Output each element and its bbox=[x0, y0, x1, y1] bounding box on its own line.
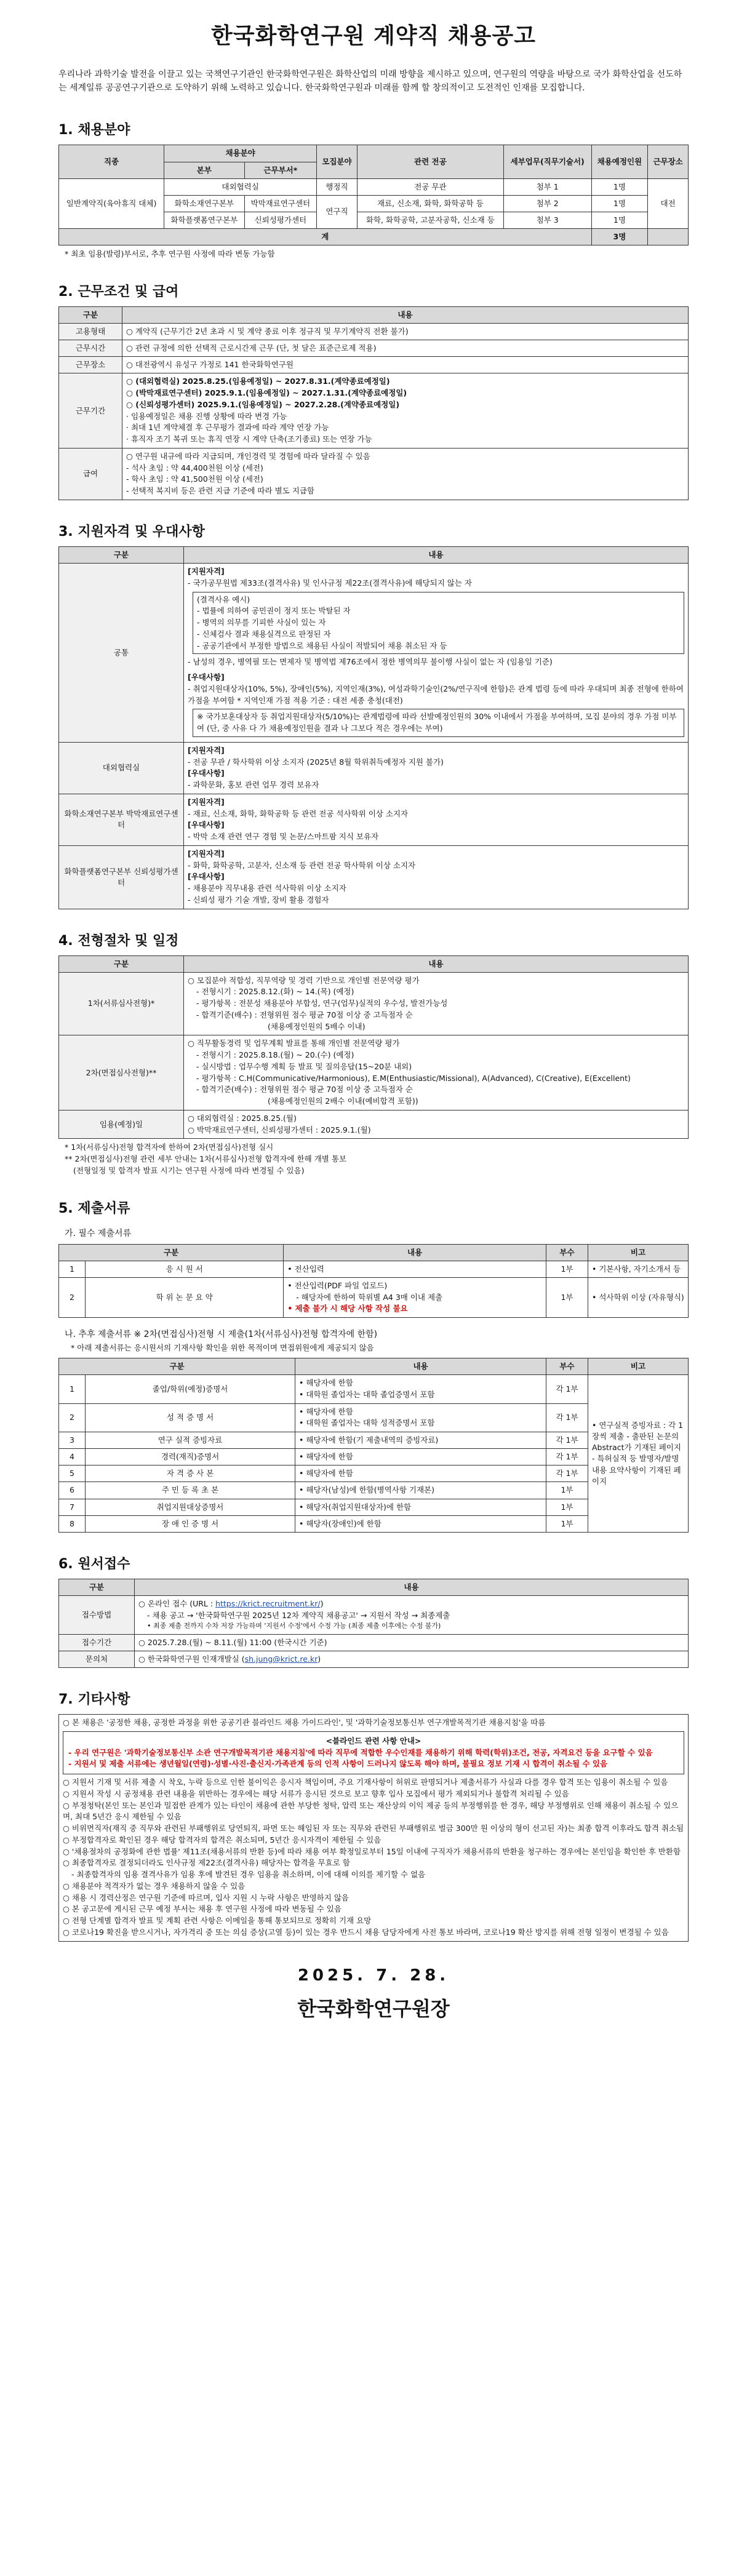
col-content: 내용 bbox=[122, 306, 689, 323]
table-row bbox=[59, 357, 689, 373]
qual-line: - 남성의 경우, 병역필 또는 면제자 및 병역법 제76조에서 정한 병역의무 불이행 사실이 없는 자 (임용일 기준) bbox=[188, 657, 553, 667]
col-task: 세부업무(직무기술서) bbox=[503, 145, 591, 178]
blind-box-line: - 지원서 및 제출 서류에는 생년월일(연령)·성별·사진·출신지·가족관계 등의 인적 사항이 드러나지 않도록 해야 하며, 불필요 정보 기재 시 합격이 취소될 수 있음 bbox=[68, 1759, 608, 1769]
doc-count: 1부 bbox=[546, 1499, 588, 1515]
cell-task: 첨부 2 bbox=[503, 195, 591, 212]
row-label: 임용(예정)일 bbox=[59, 1110, 184, 1139]
announcement-date: 2025. 7. 28. bbox=[297, 1966, 450, 1985]
row-text bbox=[184, 1035, 689, 1111]
doc-note: • 석사학위 이상 (자유형식) bbox=[588, 1277, 689, 1317]
col-gubun: 구분 bbox=[59, 955, 184, 972]
row-text bbox=[184, 845, 689, 909]
col-gubun: 구분 bbox=[59, 1244, 284, 1261]
doc-name: 경력(재직)증명서 bbox=[86, 1449, 295, 1465]
col-content: 내용 bbox=[295, 1358, 546, 1374]
doc-content-line: • 해당자에 한함 bbox=[299, 1378, 353, 1387]
process-line: ○ 모집분야 적합성, 직무역량 및 경력 기반으로 개인별 전문역량 평가 bbox=[188, 975, 420, 985]
doc-name: 학 위 논 문 요 약 bbox=[86, 1277, 284, 1317]
cell-jik: 일반계약직(육아휴직 대체) bbox=[59, 178, 164, 228]
period-line: · 최대 1년 계약체결 후 근무평가 결과에 따라 계약 연장 가능 bbox=[126, 423, 329, 433]
section-heading-1: 1. 채용분야 bbox=[58, 122, 130, 138]
doc-content bbox=[284, 1277, 546, 1317]
cell-count: 1명 bbox=[591, 212, 648, 228]
col-major: 관련 전공 bbox=[357, 145, 503, 178]
notes-item: - 최종합격자의 임용 결격사유가 임용 후에 발견된 경우 임용을 취소하며, 이에 대해 이의를 제기할 수 없음 bbox=[71, 1870, 426, 1880]
doc-count: 1부 bbox=[546, 1261, 588, 1277]
contact-text: ) bbox=[318, 1654, 321, 1664]
table-row bbox=[59, 1634, 689, 1651]
table-row bbox=[59, 373, 689, 449]
page-title: 한국화학연구원 계약직 채용공고 bbox=[211, 23, 536, 49]
row-label: 2차(면접심사전형)** bbox=[59, 1035, 184, 1111]
qual-line: - 재료, 신소재, 화학, 화학공학 등 관련 전공 석사학위 이상 소지자 bbox=[188, 808, 409, 818]
doc-count: 각 1부 bbox=[546, 1432, 588, 1449]
row-label: 접수기간 bbox=[59, 1634, 135, 1651]
qual-title: [지원자격] bbox=[188, 567, 225, 576]
col-mojib: 모집분야 bbox=[317, 145, 358, 178]
notes-item: ○ 코로나19 확진을 받으시거나, 자가격리 중 또는 의심 증상(고열 등)이 있는 경우 반드시 채용 담당자에게 사전 통보 바라며, 코로나19 확산 방지를 위해 전형 일정이 변경될 수 있음 bbox=[63, 1927, 669, 1937]
qual-title: [지원자격] bbox=[188, 848, 225, 858]
col-busu: 근무부서* bbox=[244, 162, 317, 178]
cell-place: 대전 bbox=[648, 178, 689, 228]
period-line: ○ (신뢰성평가센터) 2025.9.1.(임용예정일) ~ 2027.2.28.(계약종료예정일) bbox=[126, 399, 400, 409]
col-note: 비고 bbox=[588, 1244, 689, 1261]
row-label: 공통 bbox=[59, 564, 184, 743]
pref-line: - 신뢰성 평가 기술 개발, 장비 활용 경험자 bbox=[188, 895, 329, 904]
total-label: 계 bbox=[59, 229, 592, 245]
doc-content-line: • 전산입력(PDF 파일 업로드) bbox=[287, 1280, 388, 1290]
contact-email-link[interactable]: sh.jung@krict.re.kr bbox=[244, 1654, 318, 1664]
pay-line: - 학사 초임 : 약 41,500천원 이상 (세전) bbox=[126, 474, 263, 484]
table-row bbox=[59, 794, 689, 845]
table-row bbox=[59, 1261, 689, 1277]
table-row bbox=[59, 564, 689, 743]
pay-line: - 석사 초임 : 약 44,400천원 이상 (세전) bbox=[126, 463, 263, 473]
row-text bbox=[135, 1595, 689, 1634]
notes-item: ○ 지원서 기재 및 서류 제출 시 착오, 누락 등으로 인한 불이익은 응시자 책임이며, 주요 기재사항이 허위로 판명되거나 제출서류가 사실과 다를 경우 합격 또는 임용이 취소될 수 있음 bbox=[63, 1777, 668, 1787]
doc-no: 4 bbox=[59, 1449, 86, 1465]
process-line: (채용예정인원의 2배수 이내(예비합격 포함)) bbox=[268, 1096, 418, 1106]
doc-content-line: - 해당자에 한하여 학위별 A4 3매 이내 제출 bbox=[296, 1292, 443, 1302]
col-gubun: 구분 bbox=[59, 1358, 295, 1374]
doc-no: 3 bbox=[59, 1432, 86, 1449]
cell-bonbu: 화학플랫폼연구본부 bbox=[164, 212, 244, 228]
pay-line: - 선택적 복지비 등은 관련 지급 기준에 따라 별도 지급함 bbox=[126, 486, 314, 496]
total-count: 3명 bbox=[591, 229, 648, 245]
later-docs-note: * 아래 제출서류는 응시원서의 기재사항 확인을 위한 목적이며 면접위원에게 제공되지 않음 bbox=[71, 1343, 374, 1353]
process-line: (채용예정인원의 5배수 이내) bbox=[268, 1021, 366, 1031]
doc-name: 연구 실적 증빙자료 bbox=[86, 1432, 295, 1449]
pref-line: - 취업지원대상자(10%, 5%), 장애인(5%), 지역인재(3%), 여성과학기술인(2%/연구직에 한함)은 관계 법령 등에 따라 우대되며 최종 전형에 한하여 가점을 부여함 * 지역인재 가점 적용 기준 : 대전 세종 충청(대전) bbox=[188, 684, 684, 705]
box-line: - 공공기관에서 부정한 방법으로 채용된 사실이 적발되어 채용 취소된 자 등 bbox=[197, 640, 447, 650]
method-line: • 최종 제출 전까지 수차 저장 가능하며 '지원서 수정'에서 수정 가능 (최종 제출 이후에는 수정 불가) bbox=[147, 1622, 441, 1630]
note-line: (전형일정 및 합격자 발표 시기는 연구원 사정에 따라 변경될 수 있음) bbox=[73, 1165, 305, 1175]
row-text: ○ 계약직 (근무기간 2년 초과 시 및 계약 종료 이후 정규직 및 무기계약직 전환 불가) bbox=[122, 324, 689, 340]
doc-count: 각 1부 bbox=[546, 1465, 588, 1482]
box-line: - 법률에 의하여 공민권이 정지 또는 박탈된 자 bbox=[197, 606, 351, 616]
row-label: 화학플랫폼연구본부 신뢰성평가센터 bbox=[59, 845, 184, 909]
recruitment-field-table bbox=[58, 145, 689, 245]
doc-content-line: • 대학원 졸업자는 대학 성적증명서 포함 bbox=[299, 1418, 435, 1428]
section-heading-6: 6. 원서접수 bbox=[58, 1556, 130, 1572]
cell-busu: 박막재료연구센터 bbox=[244, 195, 317, 212]
notes-item: ○ 채용 시 경력산정은 연구원 기준에 따르며, 입사 지원 시 누락 사항은 반영하지 않음 bbox=[63, 1892, 350, 1902]
row-text: ○ 2025.7.28.(월) ~ 8.11.(월) 11:00 (한국시간 기준) bbox=[135, 1634, 689, 1651]
qual-title: [지원자격] bbox=[188, 797, 225, 807]
cell-major: 전공 무관 bbox=[357, 178, 503, 195]
doc-count: 1부 bbox=[546, 1515, 588, 1532]
notes-item: ○ '채용절차의 공정화에 관한 법률' 제11조(채용서류의 반환 등)에 따라 채용 여부 확정일로부터 15일 이내에 구직자가 채용서류의 반환을 청구하는 경우에는 본인임을 확인한 후 반환함 bbox=[63, 1846, 681, 1856]
section-heading-2: 2. 근무조건 및 급여 bbox=[58, 284, 179, 300]
doc-note: • 기본사항, 자기소개서 등 bbox=[588, 1261, 689, 1277]
selection-process-table bbox=[58, 955, 689, 1139]
doc-name: 장 애 인 증 명 서 bbox=[86, 1515, 295, 1532]
row-text bbox=[184, 794, 689, 845]
process-line: - 평가항목 : 전문성 채용분야 부합성, 연구(업무)실적의 우수성, 발전가능성 bbox=[196, 999, 448, 1008]
qual-title: [지원자격] bbox=[188, 745, 225, 755]
col-jik: 직종 bbox=[59, 145, 164, 178]
doc-no: 8 bbox=[59, 1515, 86, 1532]
method-text: ○ 온라인 접수 (URL : bbox=[138, 1598, 216, 1608]
table-row bbox=[59, 178, 689, 195]
doc-no: 5 bbox=[59, 1465, 86, 1482]
row-label: 문의처 bbox=[59, 1651, 135, 1668]
row-label: 근무시간 bbox=[59, 340, 122, 357]
table-row bbox=[59, 1035, 689, 1111]
pref-title: [우대사항] bbox=[188, 872, 225, 882]
cell-major: 화학, 화학공학, 고분자공학, 신소재 등 bbox=[357, 212, 503, 228]
doc-content: • 전산입력 bbox=[284, 1261, 546, 1277]
other-notes-cell bbox=[59, 1715, 689, 1942]
cell-busu: 신뢰성평가센터 bbox=[244, 212, 317, 228]
col-count: 채용예정인원 bbox=[591, 145, 648, 178]
period-line: · 휴직자 조기 복귀 또는 휴직 연장 시 계약 단축(조기종료) 또는 연장 가능 bbox=[126, 434, 372, 444]
col-content: 내용 bbox=[184, 955, 689, 972]
cell-count: 1명 bbox=[591, 195, 648, 212]
section1-note: * 최초 임용(발령)부서로, 추후 연구원 사정에 따라 변동 가능함 bbox=[65, 249, 275, 259]
row-label: 근무기간 bbox=[59, 373, 122, 449]
veterans-note-box: ※ 국가보훈대상자 등 취업지원대상자(5/10%)는 관계법령에 따라 선발예정인원의 30% 이내에서 가점을 부여하며, 모집 분야의 경우 가점 미부여 (단, 중 사유 다 가 채용예정인원을 결과 나 그보다 적은 경우에는 부여) bbox=[193, 709, 684, 737]
doc-name: 자 격 증 사 본 bbox=[86, 1465, 295, 1482]
doc-name: 취업지원대상증명서 bbox=[86, 1499, 295, 1515]
recruitment-site-link[interactable]: https://krict.recruitment.kr/ bbox=[215, 1598, 321, 1608]
doc-name: 주 민 등 록 초 본 bbox=[86, 1482, 295, 1499]
cell-bonbu: 화학소재연구본부 bbox=[164, 195, 244, 212]
notes-item: ○ 최종합격자로 결정되더라도 인사규정 제22조(결격사유) 해당자는 합격을 무효로 함 bbox=[63, 1858, 350, 1868]
row-text bbox=[122, 373, 689, 449]
doc-count: 각 1부 bbox=[546, 1403, 588, 1432]
doc-no: 1 bbox=[59, 1261, 86, 1277]
subheading-required: 가. 필수 제출서류 bbox=[65, 1228, 132, 1238]
row-label: 대외협력실 bbox=[59, 742, 184, 794]
notes-intro: ○ 본 채용은 '공정한 채용, 공정한 과정을 위한 공공기관 블라인드 채용 가이드라인', 및 '과학기술정보통신부 연구개발목적기관 채용지침'을 따름 bbox=[63, 1718, 546, 1728]
section-heading-5: 5. 제출서류 bbox=[58, 1200, 130, 1216]
process-line: - 전형시기 : 2025.8.12.(화) ~ 14.(목) (예정) bbox=[196, 987, 354, 997]
col-gubun: 구분 bbox=[59, 1579, 135, 1595]
later-docs-table bbox=[58, 1358, 689, 1533]
row-text bbox=[184, 742, 689, 794]
doc-note: • 연구실적 증빙자료 : 각 1장씩 제출 - 출판된 논문의 Abstract가 기재된 페이지 - 특허실적 등 발명자/발명내용 요약사항이 기재된 페이지 bbox=[588, 1375, 689, 1533]
cell-task: 첨부 3 bbox=[503, 212, 591, 228]
qualification-table bbox=[58, 546, 689, 909]
col-bonbu: 본부 bbox=[164, 162, 244, 178]
doc-no: 6 bbox=[59, 1482, 86, 1499]
cell-count: 1명 bbox=[591, 178, 648, 195]
process-line: - 합격기준(배수) : 전형위원 점수 평균 70점 이상 중 고득점자 순 bbox=[196, 1010, 413, 1019]
section-heading-3: 3. 지원자격 및 우대사항 bbox=[58, 524, 205, 540]
section-heading-4: 4. 전형절차 및 일정 bbox=[58, 933, 179, 949]
table-row bbox=[59, 448, 689, 500]
row-text bbox=[135, 1651, 689, 1668]
box-line: - 병역의 의무를 기피한 사실이 있는 자 bbox=[197, 618, 326, 627]
pay-line: ○ 연구원 내규에 따라 지급되며, 개인경력 및 경험에 따라 달라질 수 있음 bbox=[126, 451, 370, 461]
col-cnt: 부수 bbox=[546, 1244, 588, 1261]
row-label: 고용형태 bbox=[59, 324, 122, 340]
cell-task: 첨부 1 bbox=[503, 178, 591, 195]
note-line: * 1차(서류심사)전형 합격자에 한하여 2차(면접심사)전형 실시 bbox=[65, 1142, 274, 1152]
required-docs-table bbox=[58, 1244, 689, 1318]
subheading-later: 나. 추후 제출서류 ※ 2차(면접심사)전형 시 제출(1차(서류심사)전형 합격자에 한함) bbox=[65, 1330, 378, 1340]
pref-line: - 채용분야 직무내용 관련 석사학위 이상 소지자 bbox=[188, 883, 346, 893]
pref-title: [우대사항] bbox=[188, 820, 225, 830]
pref-title: [우대사항] bbox=[188, 672, 225, 682]
col-note: 비고 bbox=[588, 1358, 689, 1374]
row-text bbox=[184, 1110, 689, 1139]
doc-no: 7 bbox=[59, 1499, 86, 1515]
contact-text: ○ 한국화학연구원 인재개발실 ( bbox=[138, 1654, 245, 1664]
doc-no: 2 bbox=[59, 1403, 86, 1432]
notes-item: ○ 비위면직자(재직 중 직무와 관련된 부패행위로 당연퇴직, 파면 또는 해임된 자 또는 직무와 관련된 부패행위로 벌금 300만 원 이상의 형이 선고된 자)는 최종 합격 이후라도 합격 취소됨 bbox=[63, 1824, 684, 1833]
table-row bbox=[59, 742, 689, 794]
cell-bonbu: 대외협력실 bbox=[164, 178, 317, 195]
doc-no: 1 bbox=[59, 1375, 86, 1404]
col-area: 채용분야 bbox=[164, 145, 317, 162]
notes-item: ○ 부정합격자로 확인된 경우 해당 합격자의 합격은 취소되며, 5년간 응시자격이 제한될 수 있음 bbox=[63, 1835, 381, 1844]
cell-major: 재료, 신소재, 화학, 화학공학 등 bbox=[357, 195, 503, 212]
row-text: ○ 대전광역시 유성구 가정로 141 한국화학연구원 bbox=[122, 357, 689, 373]
row-label: 급여 bbox=[59, 448, 122, 500]
qual-line: - 화학, 화학공학, 고분자, 신소재 등 관련 전공 학사학위 이상 소지자 bbox=[188, 860, 416, 870]
blind-hiring-box bbox=[63, 1731, 684, 1774]
box-line: (결격사유 예시) bbox=[197, 594, 250, 604]
doc-count: 각 1부 bbox=[546, 1449, 588, 1465]
pref-title: [우대사항] bbox=[188, 768, 225, 778]
notes-item: ○ 전형 단계별 합격자 발표 및 계획 관련 사항은 이메일을 통해 통보되므로 정확히 기재 요망 bbox=[63, 1916, 372, 1926]
pref-line: - 과학문화, 홍보 관련 업무 경력 보유자 bbox=[188, 780, 319, 789]
doc-name: 졸업/학위(예정)증명서 bbox=[86, 1375, 295, 1404]
doc-content: • 해당자에 한함 bbox=[295, 1465, 546, 1482]
process-line: - 평가항목 : C.H(Communicative/Harmonious), E.M(Enthusiastic/Missional), A(Advanced), C(Creative), E(Excellent) bbox=[196, 1073, 631, 1083]
col-gubun: 구분 bbox=[59, 546, 184, 563]
doc-content: • 해당자에 한함(기 제출내역의 증빙자료) bbox=[295, 1432, 546, 1449]
col-content: 내용 bbox=[135, 1579, 689, 1595]
work-conditions-table bbox=[58, 306, 689, 500]
doc-content-line: • 해당자에 한함 bbox=[299, 1406, 353, 1416]
doc-count: 1부 bbox=[546, 1482, 588, 1499]
table-row bbox=[59, 1110, 689, 1139]
row-label: 화학소재연구본부 박막재료연구센터 bbox=[59, 794, 184, 845]
doc-content-warning: • 제출 불가 시 해당 사항 작성 불요 bbox=[287, 1304, 408, 1314]
row-label: 접수방법 bbox=[59, 1595, 135, 1634]
blind-box-line: - 우리 연구원은 '과학기술정보통신부 소관 연구개발목적기관 채용지침'에 따라 직무에 적합한 우수인재를 채용하기 위해 학력(학위)조건, 전공, 자격요건 등을 요구할 수 있음 bbox=[68, 1747, 653, 1757]
process-line: ○ 박막재료연구센터, 신뢰성평가센터 : 2025.9.1.(월) bbox=[188, 1125, 371, 1134]
row-text bbox=[122, 448, 689, 500]
doc-content: • 해당자(장애인)에 한함 bbox=[295, 1515, 546, 1532]
doc-content: • 해당자에 한함 bbox=[295, 1449, 546, 1465]
process-line: ○ 직무활동경력 및 업무계획 발표를 통해 개인별 전문역량 평가 bbox=[188, 1039, 400, 1048]
doc-content bbox=[295, 1403, 546, 1432]
period-line: ○ (박막재료연구센터) 2025.9.1.(임용예정일) ~ 2027.1.31.(계약종료예정일) bbox=[126, 388, 407, 398]
doc-count: 1부 bbox=[546, 1277, 588, 1317]
notes-item: ○ 채용분야 적격자가 없는 경우 채용하지 않을 수 있음 bbox=[63, 1881, 246, 1891]
table-row bbox=[59, 340, 689, 357]
table-row bbox=[59, 1651, 689, 1668]
process-line: - 실시방법 : 업무수행 계획 등 발표 및 질의응답(15~20분 내외) bbox=[196, 1061, 412, 1071]
process-line: ○ 대외협력실 : 2025.8.25.(월) bbox=[188, 1113, 297, 1123]
section4-notes bbox=[65, 1142, 689, 1176]
doc-content: • 해당자(취업지원대상자)에 한함 bbox=[295, 1499, 546, 1515]
col-cnt: 부수 bbox=[546, 1358, 588, 1374]
cell-mojib: 행정직 bbox=[317, 178, 358, 195]
table-row bbox=[59, 1375, 689, 1404]
note-line: ** 2차(면접심사)전형 관련 세부 안내는 1차(서류심사)전형 합격자에 한해 개별 통보 bbox=[65, 1154, 346, 1164]
method-line bbox=[138, 1598, 684, 1610]
doc-content-line: • 대학원 졸업자는 대학 졸업증명서 포함 bbox=[299, 1389, 435, 1399]
cell-mojib: 연구직 bbox=[317, 195, 358, 228]
other-notes-table bbox=[58, 1714, 689, 1942]
table-row bbox=[59, 324, 689, 340]
issuing-organization: 한국화학연구원장 bbox=[297, 1996, 450, 2020]
doc-no: 2 bbox=[59, 1277, 86, 1317]
row-text bbox=[184, 972, 689, 1035]
process-line: - 전형시기 : 2025.8.18.(월) ~ 20.(수) (예정) bbox=[196, 1050, 354, 1060]
method-line: - 채용 공고 → '한국화학연구원 2025년 12차 계약직 채용공고' → 지원서 작성 → 최종제출 bbox=[147, 1610, 450, 1620]
table-row bbox=[59, 1277, 689, 1317]
blind-box-title: <블라인드 관련 사항 안내> bbox=[326, 1736, 421, 1745]
disqualification-box bbox=[193, 592, 684, 655]
period-line: ○ (대외협력실) 2025.8.25.(임용예정일) ~ 2027.8.31.(계약종료예정일) bbox=[126, 377, 390, 386]
col-content: 내용 bbox=[184, 546, 689, 563]
section-heading-7: 7. 기타사항 bbox=[58, 1692, 130, 1708]
notes-item: ○ 본 공고문에 게시된 근무 예정 부서는 채용 후 연구원 사정에 따라 변동될 수 있음 bbox=[63, 1904, 342, 1914]
qual-line: - 국가공무원법 제33조(결격사유) 및 인사규정 제22조(결격사유)에 해당되지 않는 자 bbox=[188, 578, 472, 588]
doc-content: • 해당자(남성)에 한함(병역사항 기재본) bbox=[295, 1482, 546, 1499]
total-empty bbox=[648, 229, 689, 245]
total-row bbox=[59, 229, 689, 245]
row-text: ○ 관련 규정에 의한 선택적 근로시간제 근무 (단, 첫 달은 표준근로제 적용) bbox=[122, 340, 689, 357]
doc-count: 각 1부 bbox=[546, 1375, 588, 1404]
intro-paragraph: 우리나라 과학기술 발전을 이끌고 있는 국책연구기관인 한국화학연구원은 화학산업의 미래 방향을 제시하고 있으며, 연구원의 역량을 바탕으로 국가 화학산업을 선도하는 세계일류 공공연구기관으로 도약하기 위해 노력하고 있습니다. 한국화학연구원과 미래를 함께 할 창의적이고 도전적인 인재를 모집합니다. bbox=[58, 70, 682, 93]
table-row bbox=[59, 1595, 689, 1634]
notes-item: ○ 부정청탁(본인 또는 본인과 밀접한 관계가 있는 타인이 채용에 관한 부당한 청탁, 압력 또는 재산상의 이익 제공 등의 부정행위를 한 경우, 해당 부정행위로 인해 채용이 취소될 수 있으며, 최대 5년간 응시 제한될 수 있음 bbox=[63, 1800, 679, 1822]
row-label: 1차(서류심사전형)* bbox=[59, 972, 184, 1035]
doc-name: 성 적 증 명 서 bbox=[86, 1403, 295, 1432]
col-content: 내용 bbox=[284, 1244, 546, 1261]
row-label: 근무장소 bbox=[59, 357, 122, 373]
col-place: 근무장소 bbox=[648, 145, 689, 178]
row-text bbox=[184, 564, 689, 743]
qual-line: - 전공 무관 / 학사학위 이상 소지자 (2025년 8월 학위취득예정자 지원 불가) bbox=[188, 757, 444, 767]
pref-line: - 박막 소재 관련 연구 경험 및 논문/스마트팜 지식 보유자 bbox=[188, 832, 379, 841]
doc-content bbox=[295, 1375, 546, 1404]
application-table bbox=[58, 1579, 689, 1668]
table-row bbox=[59, 972, 689, 1035]
doc-name: 응 시 원 서 bbox=[86, 1261, 284, 1277]
notes-item: ○ 지원서 작성 시 공정채용 관련 내용을 위반하는 경우에는 해당 서류가 응시된 것으로 보고 향후 입사 모집에서 평가 제외되거나 불합격 처리될 수 있음 bbox=[63, 1788, 569, 1798]
col-gubun: 구분 bbox=[59, 306, 122, 323]
box-line: - 신체검사 결과 채용실격으로 판정된 자 bbox=[197, 629, 331, 639]
table-row bbox=[59, 845, 689, 909]
period-line: · 임용예정일은 채용 진행 상황에 따라 변경 가능 bbox=[126, 411, 287, 421]
method-text: ) bbox=[320, 1598, 324, 1608]
process-line: - 합격기준(배수) : 전형위원 점수 평균 70점 이상 중 고득점자 순 bbox=[196, 1085, 413, 1095]
